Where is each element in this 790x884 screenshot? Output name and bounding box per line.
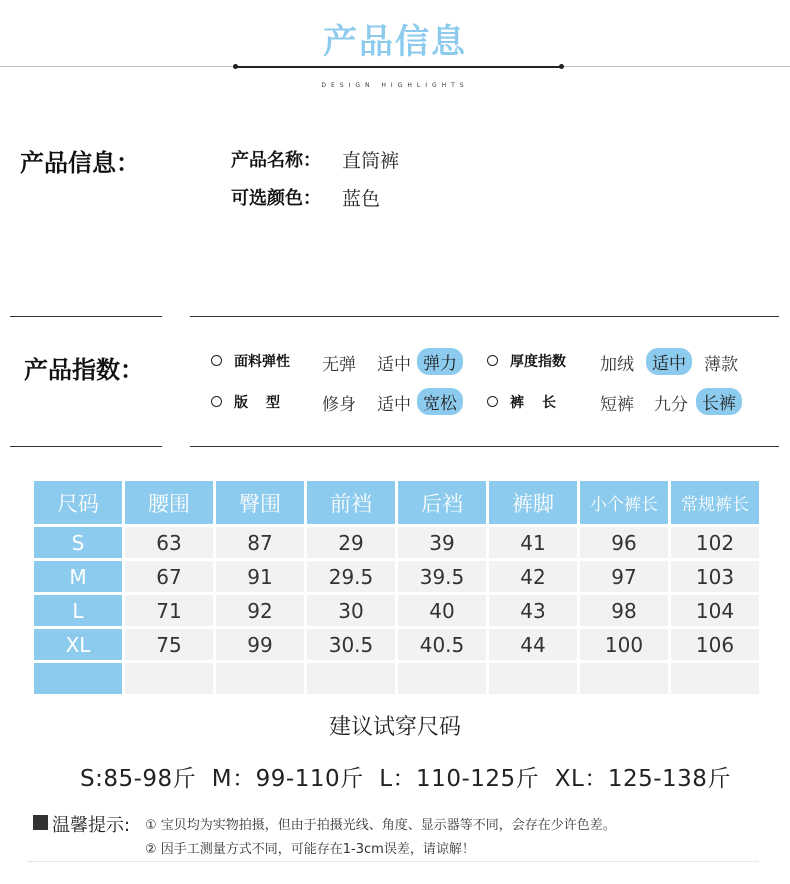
table-row bbox=[34, 663, 759, 694]
option-long-selected: 长裤 bbox=[696, 388, 742, 415]
table-cell: 40 bbox=[398, 595, 486, 626]
table-cell: 106 bbox=[671, 629, 759, 660]
option-fleece: 加绒 bbox=[600, 355, 634, 375]
divider-right-bottom bbox=[190, 446, 779, 447]
table-cell: 100 bbox=[580, 629, 668, 660]
divider-left-bottom bbox=[10, 446, 162, 447]
info-key-color: 可选颜色： bbox=[231, 188, 321, 209]
table-cell: 97 bbox=[580, 561, 668, 592]
table-cell: 42 bbox=[489, 561, 577, 592]
table-cell: 75 bbox=[125, 629, 213, 660]
header-regular-length: 常规裤长 bbox=[671, 481, 759, 524]
table-cell: 43 bbox=[489, 595, 577, 626]
table-row bbox=[34, 527, 759, 558]
info-key-name: 产品名称： bbox=[231, 150, 321, 171]
size-cell: XL bbox=[34, 629, 122, 660]
bullet-icon bbox=[487, 396, 498, 407]
size-cell: L bbox=[34, 595, 122, 626]
table-cell: 102 bbox=[671, 527, 759, 558]
option-slim: 修身 bbox=[322, 395, 356, 415]
table-cell: 29 bbox=[307, 527, 395, 558]
table-cell: 30.5 bbox=[307, 629, 395, 660]
table-cell: 40.5 bbox=[398, 629, 486, 660]
product-info-label: 产品信息： bbox=[20, 149, 140, 177]
attr-thickness: 厚度指数 bbox=[510, 354, 566, 370]
table-cell: 104 bbox=[671, 595, 759, 626]
table-cell: 63 bbox=[125, 527, 213, 558]
table-cell: 71 bbox=[125, 595, 213, 626]
size-table bbox=[31, 478, 762, 697]
table-cell bbox=[398, 663, 486, 694]
info-value-name: 直筒裤 bbox=[342, 150, 400, 172]
table-cell: 41 bbox=[489, 527, 577, 558]
bullet-icon bbox=[487, 355, 498, 366]
page-title: 产品信息 bbox=[323, 22, 467, 62]
table-cell: 92 bbox=[216, 595, 304, 626]
header-hip: 臀围 bbox=[216, 481, 304, 524]
table-cell bbox=[580, 663, 668, 694]
table-cell: 29.5 bbox=[307, 561, 395, 592]
table-cell bbox=[307, 663, 395, 694]
size-cell bbox=[34, 663, 122, 694]
table-row bbox=[34, 629, 759, 660]
divider-left-top bbox=[10, 316, 162, 317]
option-stretch-selected: 弹力 bbox=[417, 348, 463, 375]
header-front-rise: 前裆 bbox=[307, 481, 395, 524]
size-cell: M bbox=[34, 561, 122, 592]
header-subtitle: DESIGN HIGHLIGHTS bbox=[321, 82, 469, 89]
option-thin: 薄款 bbox=[704, 355, 738, 375]
table-cell: 39 bbox=[398, 527, 486, 558]
header-waist: 腰围 bbox=[125, 481, 213, 524]
table-cell: 103 bbox=[671, 561, 759, 592]
table-cell bbox=[671, 663, 759, 694]
info-value-color: 蓝色 bbox=[342, 188, 381, 210]
product-index-label: 产品指数： bbox=[24, 356, 144, 384]
tip-note-1: ① 宝贝均为实物拍摄，但由于拍摄光线、角度、显示器等不同，会存在少许色差。 bbox=[145, 818, 616, 833]
table-row bbox=[34, 561, 759, 592]
table-cell: 67 bbox=[125, 561, 213, 592]
size-cell: S bbox=[34, 527, 122, 558]
bottom-divider bbox=[28, 861, 758, 862]
accent-dot-right bbox=[559, 64, 564, 69]
tip-note-2: ② 因手工测量方式不同，可能存在1-3cm误差，请谅解！ bbox=[145, 842, 475, 857]
tips-label: 温馨提示: bbox=[52, 815, 131, 836]
table-cell bbox=[216, 663, 304, 694]
divider-right-top bbox=[190, 316, 779, 317]
option-medium: 适中 bbox=[377, 355, 411, 375]
header-hem: 裤脚 bbox=[489, 481, 577, 524]
table-cell: 44 bbox=[489, 629, 577, 660]
table-cell: 98 bbox=[580, 595, 668, 626]
table-cell: 91 bbox=[216, 561, 304, 592]
header-accent-line bbox=[236, 66, 561, 68]
table-cell bbox=[125, 663, 213, 694]
header-petite-length: 小个裤长 bbox=[580, 481, 668, 524]
table-cell: 96 bbox=[580, 527, 668, 558]
table-cell: 39.5 bbox=[398, 561, 486, 592]
table-cell: 87 bbox=[216, 527, 304, 558]
option-medium-selected: 适中 bbox=[646, 348, 692, 375]
table-cell bbox=[489, 663, 577, 694]
option-loose-selected: 宽松 bbox=[417, 388, 463, 415]
accent-dot-left bbox=[233, 64, 238, 69]
header-size: 尺码 bbox=[34, 481, 122, 524]
suggest-size-title: 建议试穿尺码 bbox=[328, 715, 461, 740]
option-ankle: 九分 bbox=[654, 395, 688, 415]
bullet-icon bbox=[211, 396, 222, 407]
bullet-icon bbox=[211, 355, 222, 366]
attr-fit: 版 型 bbox=[234, 395, 282, 411]
suggest-size-line: S:85-98斤 M：99-110斤 L：110-125斤 XL：125-138斤 bbox=[80, 766, 731, 792]
square-bullet-icon bbox=[33, 815, 48, 830]
option-shorts: 短裤 bbox=[600, 395, 634, 415]
table-row bbox=[34, 595, 759, 626]
option-no-stretch: 无弹 bbox=[322, 355, 356, 375]
attr-length: 裤 长 bbox=[510, 395, 558, 411]
table-header-row bbox=[34, 481, 759, 524]
option-regular: 适中 bbox=[377, 395, 411, 415]
attr-elasticity: 面料弹性 bbox=[234, 354, 290, 370]
table-cell: 30 bbox=[307, 595, 395, 626]
header-back-rise: 后裆 bbox=[398, 481, 486, 524]
table-cell: 99 bbox=[216, 629, 304, 660]
